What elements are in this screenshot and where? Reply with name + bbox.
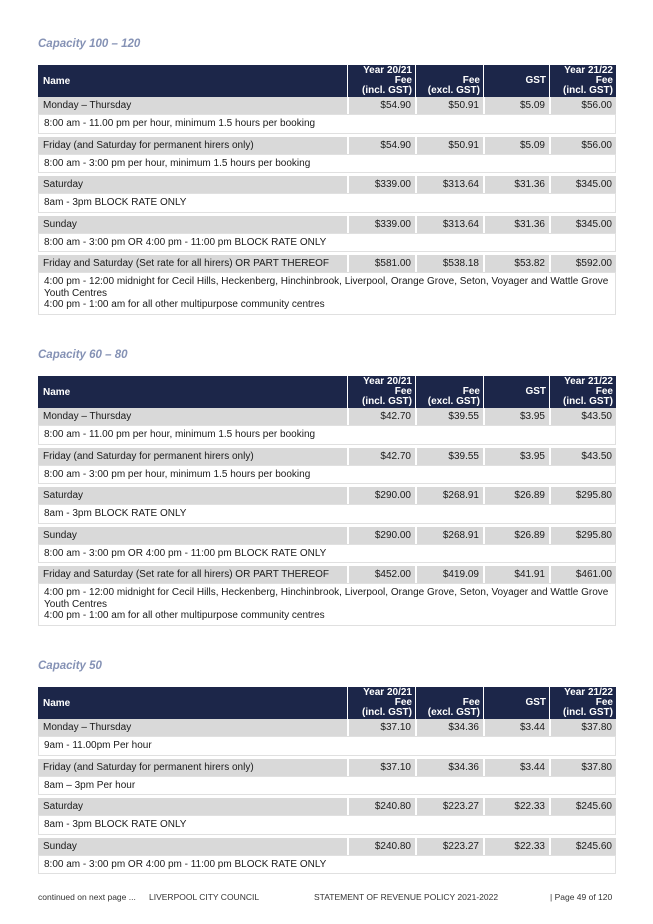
row-value-cell (549, 137, 616, 154)
header-fee-label: Fee (462, 386, 480, 397)
row-value-cell (347, 487, 415, 504)
header-gst-cell (483, 376, 549, 408)
table-row (38, 759, 616, 776)
row-description (38, 425, 616, 445)
row-value-cell (483, 448, 549, 465)
row-value: $223.27 (442, 840, 479, 852)
row-description (38, 233, 616, 253)
header-fee-2021-cell (347, 65, 415, 97)
row-value: $56.00 (581, 139, 612, 151)
row-value-cell (347, 97, 415, 114)
row-value: $245.60 (575, 840, 612, 852)
section-title: Capacity 50 (38, 660, 102, 672)
row-value: $223.27 (442, 801, 479, 812)
header-fee-label: Fee (595, 386, 613, 397)
row-description (38, 504, 616, 524)
row-value: $26.89 (514, 490, 545, 501)
row-name: Saturday (43, 801, 84, 812)
row-value-cell (347, 216, 415, 233)
row-description (38, 776, 616, 796)
row-value-cell (549, 408, 616, 425)
row-value: $461.00 (575, 569, 612, 580)
row-value-cell (483, 255, 549, 272)
row-value-cell (549, 566, 616, 583)
row-value: $22.33 (514, 801, 545, 812)
row-description-line: 8am - 3pm BLOCK RATE ONLY (44, 197, 187, 208)
header-fee-excl-cell (415, 65, 483, 97)
table-row (38, 97, 616, 114)
row-value: $268.91 (442, 529, 479, 541)
table-row (38, 137, 616, 154)
row-name: Monday – Thursday (43, 722, 132, 733)
row-value-cell (549, 448, 616, 465)
header-name-label: Name (43, 76, 71, 87)
row-value-cell (347, 838, 415, 855)
row-value: $42.70 (380, 411, 411, 422)
header-gst-cell (483, 687, 549, 719)
row-name: Sunday (43, 218, 77, 230)
header-fee-2122-cell (549, 65, 616, 97)
row-value: $34.36 (448, 722, 479, 733)
row-value-cell (483, 216, 549, 233)
row-value-cell (415, 487, 483, 504)
row-description-line: 8:00 am - 11.00 pm per hour, minimum 1.5 hours per booking (44, 429, 316, 440)
row-value: $43.50 (581, 450, 612, 462)
row-value-cell (549, 798, 616, 815)
table-row (38, 176, 616, 193)
row-name: Monday – Thursday (43, 100, 132, 111)
row-value: $245.60 (575, 801, 612, 812)
header-fee-2021-cell (347, 687, 415, 719)
row-value: $3.95 (519, 411, 545, 422)
row-value: $54.90 (380, 139, 411, 151)
table-row (38, 838, 616, 855)
row-value: $3.95 (519, 450, 545, 462)
row-name: Saturday (43, 179, 84, 190)
row-description-line: 8:00 am - 11.00 pm per hour, minimum 1.5 hours per booking (44, 118, 316, 129)
header-year-2122: Year 21/22 (564, 65, 613, 76)
header-excl-gst-label: (excl. GST) (427, 396, 480, 407)
footer-document-title: STATEMENT OF REVENUE POLICY 2021-2022 (314, 892, 499, 902)
row-value: $268.91 (442, 490, 479, 501)
header-incl-gst-label: (incl. GST) (362, 396, 412, 407)
header-gst-label: GST (525, 75, 546, 86)
header-fee-label: Fee (394, 75, 412, 86)
fee-table (38, 65, 616, 315)
header-year-2122: Year 21/22 (564, 687, 613, 698)
row-value: $240.80 (374, 840, 411, 852)
row-value: $53.82 (514, 258, 545, 269)
row-value-cell (415, 255, 483, 272)
row-value-cell (549, 255, 616, 272)
header-year-2021: Year 20/21 (363, 376, 412, 387)
row-name: Friday and Saturday (Set rate for all hirers) OR PART THEREOF (43, 258, 330, 269)
row-value: $313.64 (442, 218, 479, 230)
header-fee-label: Fee (595, 697, 613, 708)
row-value: $50.91 (448, 139, 479, 151)
row-value-cell (415, 448, 483, 465)
header-fee-label: Fee (394, 697, 412, 708)
row-value-cell (415, 838, 483, 855)
row-value-cell (415, 216, 483, 233)
table-row (38, 719, 616, 736)
row-value-cell (549, 97, 616, 114)
row-value-cell (483, 176, 549, 193)
row-value: $22.33 (514, 840, 545, 852)
row-value: $581.00 (374, 258, 411, 269)
row-value: $339.00 (374, 218, 411, 230)
row-description-line: 8am – 3pm Per hour (44, 779, 136, 791)
row-value-cell (483, 527, 549, 544)
row-value: $56.00 (581, 100, 612, 111)
row-description-line: 8:00 am - 3:00 pm OR 4:00 pm - 11:00 pm BLOCK RATE ONLY (44, 547, 327, 559)
row-name: Friday (and Saturday for permanent hirers only) (43, 450, 254, 462)
header-fee-label: Fee (462, 697, 480, 708)
row-value: $39.55 (448, 450, 479, 462)
table-row (38, 527, 616, 544)
row-description (38, 736, 616, 756)
row-value: $345.00 (575, 179, 612, 190)
table-row (38, 448, 616, 465)
footer-council: LIVERPOOL CITY COUNCIL (149, 892, 260, 902)
row-value: $290.00 (374, 490, 411, 501)
row-value-cell (415, 176, 483, 193)
row-description (38, 815, 616, 835)
header-year-2021: Year 20/21 (363, 65, 412, 76)
row-value-cell (483, 408, 549, 425)
row-value: $54.90 (380, 100, 411, 111)
row-description (38, 583, 616, 626)
footer-continued: continued on next page ... (38, 892, 136, 902)
header-fee-label: Fee (394, 386, 412, 397)
row-value-cell (415, 759, 483, 776)
row-value: $26.89 (514, 529, 545, 541)
row-value: $5.09 (519, 100, 545, 111)
row-value-cell (347, 448, 415, 465)
row-value: $41.91 (514, 569, 545, 580)
header-incl-gst-label: (incl. GST) (362, 707, 412, 718)
header-fee-label: Fee (462, 75, 480, 86)
section-title: Capacity 60 – 80 (38, 349, 128, 361)
header-fee-2122-cell (549, 687, 616, 719)
row-value: $240.80 (374, 801, 411, 812)
row-value-cell (549, 487, 616, 504)
row-value-cell (347, 255, 415, 272)
header-incl-gst-label: (incl. GST) (563, 707, 613, 718)
row-description-line: 9am - 11.00pm Per hour (44, 740, 152, 751)
row-value: $3.44 (519, 722, 545, 733)
row-name: Sunday (43, 529, 77, 541)
row-value-cell (483, 487, 549, 504)
row-value: $37.80 (581, 761, 612, 773)
table-row (38, 255, 616, 272)
row-value-cell (415, 408, 483, 425)
row-description-line: 8:00 am - 3:00 pm per hour, minimum 1.5 hours per booking (44, 468, 311, 480)
row-value: $37.80 (581, 722, 612, 733)
row-value-cell (415, 137, 483, 154)
row-description-line: 8:00 am - 3:00 pm OR 4:00 pm - 11:00 pm BLOCK RATE ONLY (44, 236, 327, 248)
row-description-line: 4:00 pm - 12:00 midnight for Cecil Hills, Heckenberg, Hinchinbrook, Liverpool, Orange Grove, Seton, Voyager and Wattle Grove Youth Centres (44, 587, 609, 610)
row-value-cell (347, 408, 415, 425)
row-description (38, 544, 616, 564)
header-name-label: Name (43, 387, 71, 398)
row-value-cell (483, 838, 549, 855)
row-value-cell (415, 566, 483, 583)
header-fee-2021-cell (347, 376, 415, 408)
row-value: $295.80 (575, 529, 612, 541)
row-description-line: 8:00 am - 3:00 pm OR 4:00 pm - 11:00 pm BLOCK RATE ONLY (44, 858, 327, 870)
header-name-cell (38, 65, 347, 97)
table-row (38, 216, 616, 233)
header-year-2122: Year 21/22 (564, 376, 613, 387)
header-gst-label: GST (525, 386, 546, 397)
table-row (38, 566, 616, 583)
row-name: Sunday (43, 840, 77, 852)
row-value-cell (549, 759, 616, 776)
row-value-cell (483, 137, 549, 154)
row-value-cell (549, 719, 616, 736)
table-row (38, 798, 616, 815)
header-name-label: Name (43, 698, 71, 709)
row-value-cell (415, 97, 483, 114)
table-header (38, 376, 616, 408)
row-value-cell (347, 176, 415, 193)
row-description (38, 114, 616, 134)
row-value-cell (549, 527, 616, 544)
row-value-cell (347, 566, 415, 583)
row-value: $538.18 (442, 258, 479, 269)
row-value-cell (549, 216, 616, 233)
row-value: $339.00 (374, 179, 411, 190)
fee-table (38, 687, 616, 874)
header-name-cell (38, 376, 347, 408)
row-name: Monday – Thursday (43, 411, 132, 422)
row-description-line: 4:00 pm - 1:00 am for all other multipurpose community centres (44, 299, 325, 310)
header-incl-gst-label: (incl. GST) (563, 396, 613, 407)
row-value: $290.00 (374, 529, 411, 541)
header-fee-2122-cell (549, 376, 616, 408)
row-description-line: 8am - 3pm BLOCK RATE ONLY (44, 819, 187, 830)
header-excl-gst-label: (excl. GST) (427, 707, 480, 718)
row-value-cell (549, 838, 616, 855)
row-description-line: 4:00 pm - 12:00 midnight for Cecil Hills, Heckenberg, Hinchinbrook, Liverpool, Orange Grove, Seton, Voyager and Wattle Grove Youth Centres (44, 276, 609, 299)
row-name: Friday (and Saturday for permanent hirers only) (43, 761, 254, 773)
row-description (38, 272, 616, 315)
row-value-cell (347, 759, 415, 776)
row-value-cell (415, 719, 483, 736)
row-value: $37.10 (380, 761, 411, 773)
row-value: $295.80 (575, 490, 612, 501)
row-value: $31.36 (514, 218, 545, 230)
table-row (38, 487, 616, 504)
row-value: $31.36 (514, 179, 545, 190)
table-header (38, 687, 616, 719)
row-value: $592.00 (575, 258, 612, 269)
header-incl-gst-label: (incl. GST) (563, 85, 613, 96)
row-value: $37.10 (380, 722, 411, 733)
row-value-cell (347, 719, 415, 736)
row-value-cell (415, 527, 483, 544)
row-value: $42.70 (380, 450, 411, 462)
row-description (38, 154, 616, 174)
table-header (38, 65, 616, 97)
header-fee-excl-cell (415, 687, 483, 719)
row-value-cell (483, 759, 549, 776)
header-excl-gst-label: (excl. GST) (427, 85, 480, 96)
row-value-cell (483, 566, 549, 583)
fee-table (38, 376, 616, 626)
footer-page-number: | Page 49 of 120 (550, 892, 613, 902)
row-value: $345.00 (575, 218, 612, 230)
row-value: $5.09 (519, 139, 545, 151)
row-description (38, 465, 616, 485)
row-description (38, 193, 616, 213)
header-fee-excl-cell (415, 376, 483, 408)
row-value-cell (483, 719, 549, 736)
row-value: $452.00 (374, 569, 411, 580)
row-description-line: 8am - 3pm BLOCK RATE ONLY (44, 508, 187, 519)
row-value-cell (483, 97, 549, 114)
header-incl-gst-label: (incl. GST) (362, 85, 412, 96)
table-row (38, 408, 616, 425)
row-value-cell (483, 798, 549, 815)
row-value-cell (347, 527, 415, 544)
row-value: $3.44 (519, 761, 545, 773)
row-value: $39.55 (448, 411, 479, 422)
row-value: $50.91 (448, 100, 479, 111)
row-value: $419.09 (442, 569, 479, 580)
row-value-cell (549, 176, 616, 193)
row-description (38, 855, 616, 875)
row-description-line: 4:00 pm - 1:00 am for all other multipurpose community centres (44, 610, 325, 621)
row-value-cell (347, 798, 415, 815)
header-gst-cell (483, 65, 549, 97)
section-title: Capacity 100 – 120 (38, 38, 141, 50)
row-name: Saturday (43, 490, 84, 501)
row-value: $313.64 (442, 179, 479, 190)
row-value-cell (347, 137, 415, 154)
row-value: $43.50 (581, 411, 612, 422)
row-name: Friday and Saturday (Set rate for all hirers) OR PART THEREOF (43, 569, 330, 580)
header-fee-label: Fee (595, 75, 613, 86)
header-year-2021: Year 20/21 (363, 687, 412, 698)
header-gst-label: GST (525, 697, 546, 708)
row-name: Friday (and Saturday for permanent hirers only) (43, 139, 254, 151)
header-name-cell (38, 687, 347, 719)
row-description-line: 8:00 am - 3:00 pm per hour, minimum 1.5 hours per booking (44, 157, 311, 169)
row-value: $34.36 (448, 761, 479, 773)
row-value-cell (415, 798, 483, 815)
